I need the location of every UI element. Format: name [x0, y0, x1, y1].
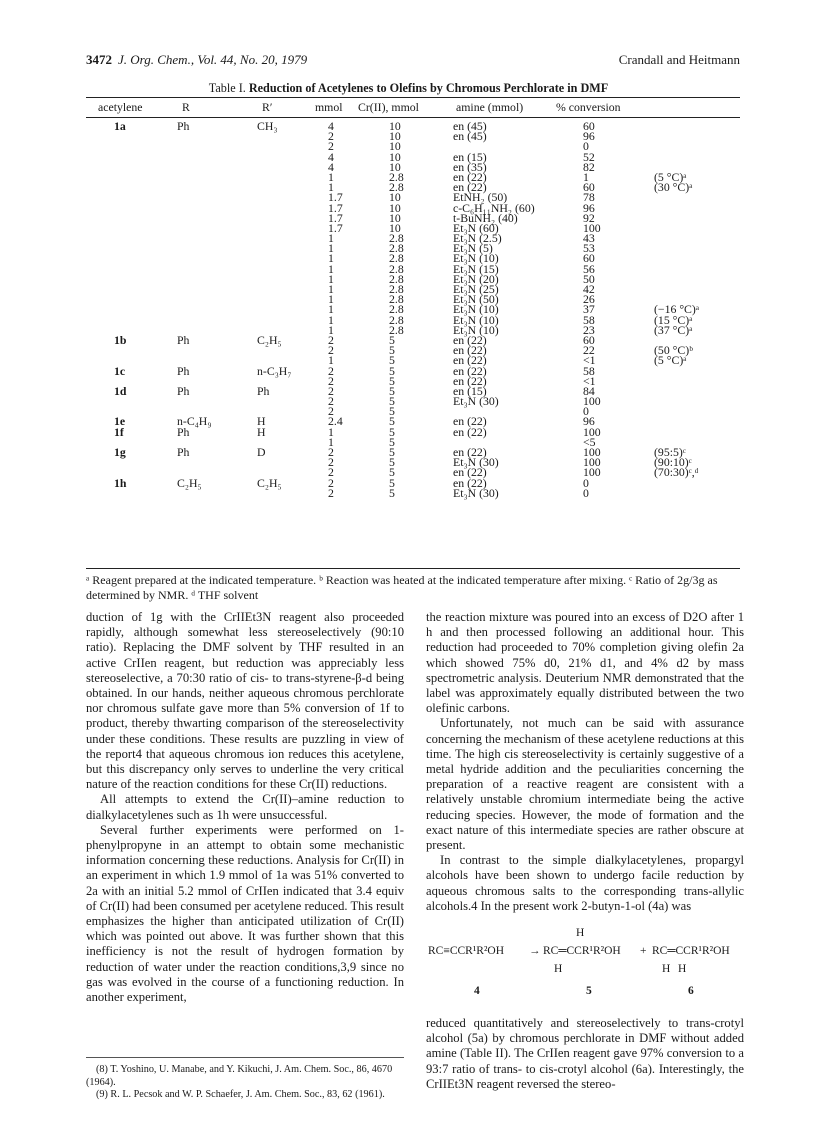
table-row — [86, 121, 740, 131]
scheme-compound-4: RC≡CCR¹R²OH — [428, 945, 505, 958]
header-amine: amine (mmol) — [456, 100, 524, 114]
table-caption-label: Table I. — [208, 81, 246, 95]
cell-cr: 10 — [389, 159, 401, 174]
table-row — [86, 159, 740, 174]
cell-R-prime: H — [257, 424, 266, 439]
cell-conversion: 100 — [583, 220, 601, 235]
cell-conversion: 50 — [583, 271, 595, 286]
cell-mmol: 2 — [328, 373, 334, 388]
cell-amine: Et₃N (10) — [453, 312, 499, 327]
cell-amine: Et₃N (50) — [453, 292, 499, 307]
header-cr-mmol: Cr(II), mmol — [358, 100, 419, 114]
cell-cr: 10 — [389, 149, 401, 164]
cell-conversion: 96 — [583, 129, 595, 144]
cell-cr: 2.8 — [389, 169, 404, 184]
scheme-label-6: 6 — [688, 985, 694, 998]
header-conversion: % conversion — [556, 100, 621, 114]
cell-mmol: 4 — [328, 149, 334, 164]
cell-conversion: 22 — [583, 343, 595, 358]
table-row — [86, 220, 740, 235]
cell-cr: 2.8 — [389, 312, 404, 327]
cell-conversion: 96 — [583, 414, 595, 429]
cell-mmol: 1 — [328, 261, 334, 276]
table-row — [86, 312, 740, 327]
cell-note: (95:5)ᶜ — [654, 445, 686, 459]
cell-cr: 5 — [389, 343, 395, 358]
cell-note: (37 °C)ᵃ — [654, 322, 693, 337]
cell-cr: 5 — [389, 404, 395, 419]
cell-amine: en (45) — [453, 119, 487, 133]
table-top-rule — [86, 97, 740, 98]
cell-R-prime: C₂H₅ — [257, 332, 282, 347]
table-row — [86, 455, 740, 470]
cell-mmol: 2.4 — [328, 414, 343, 429]
cell-R: Ph — [177, 445, 190, 459]
right-column — [426, 610, 744, 1092]
cell-conversion: 100 — [583, 445, 601, 459]
table-footnotes — [86, 573, 746, 603]
cell-conversion: 96 — [583, 200, 595, 215]
table-row — [86, 200, 740, 215]
cell-mmol: 1 — [328, 322, 334, 337]
cell-mmol: 1 — [328, 271, 334, 286]
cell-acetylene: 1e — [114, 414, 126, 429]
table-header-rule — [86, 117, 740, 118]
scheme-h-bottom-6b: H — [678, 963, 687, 976]
table-row — [86, 241, 740, 256]
cell-note: (90:10)ᶜ — [654, 455, 692, 470]
cell-mmol: 2 — [328, 475, 334, 490]
table-row — [86, 302, 740, 317]
cell-conversion: 60 — [583, 251, 595, 266]
cell-mmol: 1 — [328, 251, 334, 266]
cell-amine: en (22) — [453, 414, 487, 429]
cell-acetylene: 1b — [114, 332, 127, 347]
cell-conversion: 78 — [583, 190, 595, 205]
cell-R: Ph — [177, 119, 190, 133]
table-row — [86, 261, 740, 276]
cell-cr: 10 — [389, 119, 401, 133]
table-row — [86, 271, 740, 286]
table-row — [86, 251, 740, 266]
cell-amine: en (22) — [453, 475, 487, 490]
cell-R-prime: CH₃ — [257, 119, 278, 133]
cell-cr: 10 — [389, 200, 401, 215]
table-row — [86, 292, 740, 307]
cell-cr: 10 — [389, 190, 401, 205]
cell-amine: en (22) — [453, 332, 487, 347]
table-footnote: ᵃ Reagent prepared at the indicated temperature. ᵇ Reaction was heated at the indicated temperature after mixing. ᶜ Ratio of 2g/3g as determined by NMR. ᵈ THF solvent — [86, 573, 718, 602]
scheme-arrow: → — [529, 945, 541, 958]
cell-cr: 2.8 — [389, 241, 404, 256]
cell-mmol: 1 — [328, 292, 334, 307]
table-row — [86, 169, 740, 184]
cell-conversion: <5 — [583, 434, 596, 449]
cell-mmol: 1 — [328, 312, 334, 327]
cell-amine: Et₃N (10) — [453, 251, 499, 266]
cell-amine: Et₃N (30) — [453, 394, 499, 409]
cell-amine: en (15) — [453, 149, 487, 164]
cell-note: (50 °C)ᵇ — [654, 343, 693, 358]
cell-note: (−16 °C)ᵃ — [654, 302, 700, 317]
cell-cr: 2.8 — [389, 302, 404, 317]
cell-conversion: 60 — [583, 119, 595, 133]
cell-mmol: 1.7 — [328, 220, 343, 235]
cell-conversion: 92 — [583, 210, 595, 225]
cell-amine: en (22) — [453, 343, 487, 358]
cell-amine: t-BuNH₂ (40) — [453, 210, 518, 225]
cell-acetylene: 1c — [114, 363, 126, 378]
cell-amine: Et₃N (5) — [453, 241, 493, 256]
cell-cr: 2.8 — [389, 322, 404, 337]
cell-conversion: <1 — [583, 353, 596, 368]
table-row — [86, 180, 740, 195]
cell-cr: 5 — [389, 455, 395, 470]
cell-conversion: 84 — [583, 383, 595, 398]
page-header — [86, 52, 740, 70]
cell-mmol: 2 — [328, 383, 334, 398]
scheme-h-bottom-5: H — [554, 963, 563, 976]
cell-mmol: 2 — [328, 394, 334, 409]
cell-mmol: 1 — [328, 180, 334, 195]
cell-mmol: 1 — [328, 282, 334, 296]
cell-R: Ph — [177, 363, 190, 378]
cell-mmol: 2 — [328, 445, 334, 459]
table-row — [86, 210, 740, 225]
cell-amine: en (22) — [453, 465, 487, 480]
cell-cr: 5 — [389, 414, 395, 429]
cell-acetylene: 1g — [114, 445, 126, 459]
cell-conversion: <1 — [583, 373, 596, 388]
references — [86, 1057, 404, 1102]
cell-conversion: 53 — [583, 241, 595, 256]
cell-note: (15 °C)ᵃ — [654, 312, 693, 327]
table-caption-text: Reduction of Acetylenes to Olefins by Chromous Perchlorate in DMF — [248, 81, 609, 95]
scheme-compound-6: RC═CCR¹R²OH — [652, 945, 730, 958]
cell-mmol: 1 — [328, 169, 334, 184]
cell-mmol: 2 — [328, 465, 334, 480]
cell-conversion: 0 — [583, 475, 589, 490]
scheme-plus: + — [640, 945, 647, 958]
cell-amine: Et₃N (60) — [453, 220, 499, 235]
table-row — [86, 485, 740, 500]
cell-cr: 5 — [389, 332, 395, 347]
cell-conversion: 37 — [583, 302, 595, 317]
cell-mmol: 1 — [328, 241, 334, 256]
cell-amine: en (22) — [453, 445, 487, 459]
scheme-h-top: H — [576, 927, 585, 940]
cell-conversion: 0 — [583, 404, 589, 419]
cell-amine: en (22) — [453, 363, 487, 378]
cell-mmol: 1.7 — [328, 200, 343, 215]
table-row — [86, 424, 740, 439]
cell-mmol: 2 — [328, 363, 334, 378]
cell-amine: en (15) — [453, 383, 487, 398]
cell-cr: 5 — [389, 434, 395, 449]
table-header-row — [86, 100, 740, 115]
cell-cr: 2.8 — [389, 231, 404, 246]
cell-conversion: 52 — [583, 149, 595, 164]
cell-amine: Et₃N (10) — [453, 322, 499, 337]
cell-mmol: 2 — [328, 455, 334, 470]
cell-amine: en (22) — [453, 373, 487, 388]
cell-R-prime: H — [257, 414, 266, 429]
cell-R: C₂H₅ — [177, 475, 202, 490]
cell-conversion: 58 — [583, 312, 595, 327]
cell-amine: en (22) — [453, 169, 487, 184]
table-row — [86, 284, 740, 294]
cell-amine: en (35) — [453, 159, 487, 174]
table-row — [86, 363, 740, 378]
reaction-scheme — [426, 924, 744, 1006]
scheme-compound-5: RC═CCR¹R²OH — [543, 945, 621, 958]
cell-cr: 2.8 — [389, 271, 404, 286]
cell-R: Ph — [177, 424, 190, 439]
header-R: R — [182, 100, 190, 114]
cell-mmol: 1.7 — [328, 210, 343, 225]
cell-amine: en (22) — [453, 353, 487, 368]
cell-cr: 2.8 — [389, 251, 404, 266]
cell-acetylene: 1f — [114, 424, 124, 439]
cell-note: (5 °C)ᵃ — [654, 169, 687, 184]
cell-conversion: 100 — [583, 394, 601, 409]
cell-note: (30 °C)ᵃ — [654, 180, 693, 195]
cell-cr: 5 — [389, 373, 395, 388]
cell-cr: 5 — [389, 363, 395, 378]
cell-mmol: 2 — [328, 129, 334, 144]
cell-note: (70:30)ᶜ,ᵈ — [654, 465, 699, 480]
cell-cr: 2.8 — [389, 261, 404, 276]
left-column — [86, 610, 404, 1005]
cell-conversion: 58 — [583, 363, 595, 378]
cell-cr: 5 — [389, 445, 395, 459]
cell-mmol: 1 — [328, 434, 334, 449]
header-acetylene: acetylene — [98, 100, 143, 114]
cell-mmol: 2 — [328, 343, 334, 358]
table-row — [86, 190, 740, 205]
cell-R: Ph — [177, 383, 190, 398]
cell-mmol: 2 — [328, 485, 334, 500]
cell-mmol: 1 — [328, 302, 334, 317]
cell-amine: Et₃N (25) — [453, 282, 499, 296]
cell-conversion: 100 — [583, 455, 601, 470]
table-row — [86, 383, 740, 398]
cell-cr: 5 — [389, 383, 395, 398]
table-row — [86, 332, 740, 347]
cell-cr: 2.8 — [389, 282, 404, 296]
cell-amine: c-C₆H₁₁NH₂ (60) — [453, 200, 535, 215]
table-row — [86, 343, 740, 358]
cell-mmol: 2 — [328, 404, 334, 419]
scheme-label-5: 5 — [586, 985, 592, 998]
cell-amine: en (22) — [453, 180, 487, 195]
cell-cr: 10 — [389, 139, 401, 154]
cell-R: n-C₄H₉ — [177, 414, 212, 429]
paragraph: Unfortunately, not much can be said with assurance concerning the mechanism of these acetylene reductions at this time. The high cis stereoselectivity is certainly suggestive of a metal hydride addition and the peculiarities concerning the preparation of a reactive reagent are consistent with a relatively unstable chromium intermediate being the active reducing species. However, the mode of formation and the exact nature of this intermediate species are rather obscure at present. — [426, 716, 744, 853]
cell-amine: en (22) — [453, 424, 487, 439]
cell-conversion: 100 — [583, 465, 601, 480]
cell-amine: Et₃N (15) — [453, 261, 499, 276]
cell-amine: Et₃N (20) — [453, 271, 499, 286]
reference-item: (9) R. L. Pecsok and W. P. Schaefer, J. Am. Chem. Soc., 83, 62 (1961). — [96, 1089, 385, 1101]
header-left — [86, 52, 307, 68]
cell-amine: Et₃N (30) — [453, 485, 499, 500]
cell-cr: 10 — [389, 129, 401, 144]
cell-amine: Et₃N (30) — [453, 455, 499, 470]
cell-cr: 5 — [389, 475, 395, 490]
table-row — [86, 475, 740, 490]
header-R-prime: R′ — [262, 100, 273, 114]
cell-R-prime: D — [257, 445, 266, 459]
paragraph: reduced quantitatively and stereoselectively to trans-crotyl alcohol (5a) by chromous perchlorate in DMF without added amine (Table II). The CrIIen reagent gave 97% conversion to a 93:7 ratio of trans- to cis-crotyl alcohol (6a). Interestingly, the CrIIEt3N reagent reversed the stereo- — [426, 1016, 744, 1091]
cell-amine: EtNH₂ (50) — [453, 190, 508, 205]
page-number: 3472 — [86, 52, 112, 67]
journal-citation: J. Org. Chem., Vol. 44, No. 20, 1979 — [118, 52, 308, 67]
cell-mmol: 2 — [328, 332, 334, 347]
cell-mmol: 2 — [328, 139, 334, 154]
cell-cr: 5 — [389, 465, 395, 480]
cell-amine: en (45) — [453, 129, 487, 144]
cell-cr: 2.8 — [389, 292, 404, 307]
paragraph: All attempts to extend the Cr(II)–amine reduction to dialkylacetylenes such as 1h were unsuccessful. — [86, 792, 404, 822]
cell-acetylene: 1h — [114, 475, 127, 490]
cell-cr: 5 — [389, 424, 395, 439]
cell-conversion: 56 — [583, 261, 595, 276]
paragraph: In contrast to the simple dialkylacetylenes, propargyl alcohols have been shown to undergo facile reduction by aqueous chromous salts to the corresponding trans-allylic alcohols.4 In the present work 2-butyn-1-ol (4a) was — [426, 853, 744, 913]
cell-cr: 10 — [389, 210, 401, 225]
cell-cr: 2.8 — [389, 180, 404, 195]
cell-R: Ph — [177, 332, 190, 347]
paragraph: Several further experiments were performed on 1-phenylpropyne in an attempt to obtain some mechanistic information concerning these reductions. Analysis for Cr(II) in an experiment in which 1.9 mmol of 1a was 51% converted to 2a with an initial 5.2 mmol of CrIIen indicated that 3.4 equiv of Cr(II) had been consumed per acetylene reduced. This result emphasizes the higher than anticipated utilization of Cr(II) which was pointed out above. It was further shown that this inefficiency is not the result of hydrogen formation by reduction of water under the reaction conditions,3,9 since no gas was evolved in the course of a functioning reduction. In another experiment, — [86, 822, 404, 1005]
cell-cr: 5 — [389, 353, 395, 368]
scheme-label-4: 4 — [474, 985, 480, 998]
cell-conversion: 0 — [583, 139, 589, 154]
cell-note: (5 °C)ᵃ — [654, 353, 687, 368]
cell-conversion: 60 — [583, 180, 595, 195]
table-row — [86, 129, 740, 144]
table-row — [86, 447, 740, 457]
cell-mmol: 4 — [328, 119, 334, 133]
cell-mmol: 1.7 — [328, 190, 343, 205]
table-row — [86, 394, 740, 409]
cell-R-prime: C₂H₅ — [257, 475, 282, 490]
cell-conversion: 60 — [583, 332, 595, 347]
cell-amine: Et₃N (2.5) — [453, 231, 502, 246]
cell-conversion: 23 — [583, 322, 595, 337]
cell-R-prime: n-C₃H₇ — [257, 363, 292, 378]
cell-conversion: 42 — [583, 282, 595, 296]
table-body — [86, 121, 740, 498]
table-caption — [0, 81, 817, 96]
header-authors: Crandall and Heitmann — [618, 52, 740, 67]
cell-conversion: 0 — [583, 485, 589, 500]
cell-cr: 5 — [389, 394, 395, 409]
cell-cr: 5 — [389, 485, 395, 500]
cell-acetylene: 1a — [114, 119, 126, 133]
paragraph: the reaction mixture was poured into an excess of D2O after 1 h and then processed following an additional hour. This reduction had proceeded to 70% completion giving olefin 2a which showed 75% d0, 21% d1, and 4% d2 by mass spectrometric analysis. Deuterium NMR demonstrated that the label was approximately equally distributed between the two olefinic carbons. — [426, 610, 744, 716]
header-mmol: mmol — [315, 100, 343, 114]
cell-conversion: 1 — [583, 169, 589, 184]
cell-mmol: 1 — [328, 353, 334, 368]
cell-conversion: 82 — [583, 159, 595, 174]
cell-conversion: 43 — [583, 231, 595, 246]
reference-item: (8) T. Yoshino, U. Manabe, and Y. Kikuchi, J. Am. Chem. Soc., 86, 4670 (1964). — [86, 1064, 393, 1088]
cell-conversion: 26 — [583, 292, 595, 307]
cell-mmol: 1 — [328, 424, 334, 439]
cell-R-prime: Ph — [257, 383, 270, 398]
cell-acetylene: 1d — [114, 383, 127, 398]
cell-conversion: 100 — [583, 424, 601, 439]
cell-cr: 10 — [389, 220, 401, 235]
cell-mmol: 1 — [328, 231, 334, 246]
table-row — [86, 231, 740, 246]
table-bottom-rule — [86, 568, 740, 569]
cell-amine: Et₃N (10) — [453, 302, 499, 317]
table-row — [86, 149, 740, 164]
table-row — [86, 139, 740, 154]
scheme-h-bottom-6a: H — [662, 963, 671, 976]
paragraph: duction of 1g with the CrIIEt3N reagent also proceeded rapidly, although somewhat less stereoselectively (90:10 ratio). Replacing the DMF solvent by THF resulted in an active CrIIen reagent, but reduction was appreciably less stereoselective, a 70:30 ratio of cis- to trans-styrene-β-d being obtained. In our hands, neither aqueous chromous perchlorate nor chromous sulfate gave more than 5% conversion of 1f to product, thereby thwarting comparison of the stereoselectivity under these conditions. These results are puzzling in view of the report4 that aqueous chromous ion reduces this acetylene, but this discrepancy only serves to underline the very critical nature of the reaction conditions for these Cr(II) reductions. — [86, 610, 404, 792]
cell-mmol: 4 — [328, 159, 334, 174]
